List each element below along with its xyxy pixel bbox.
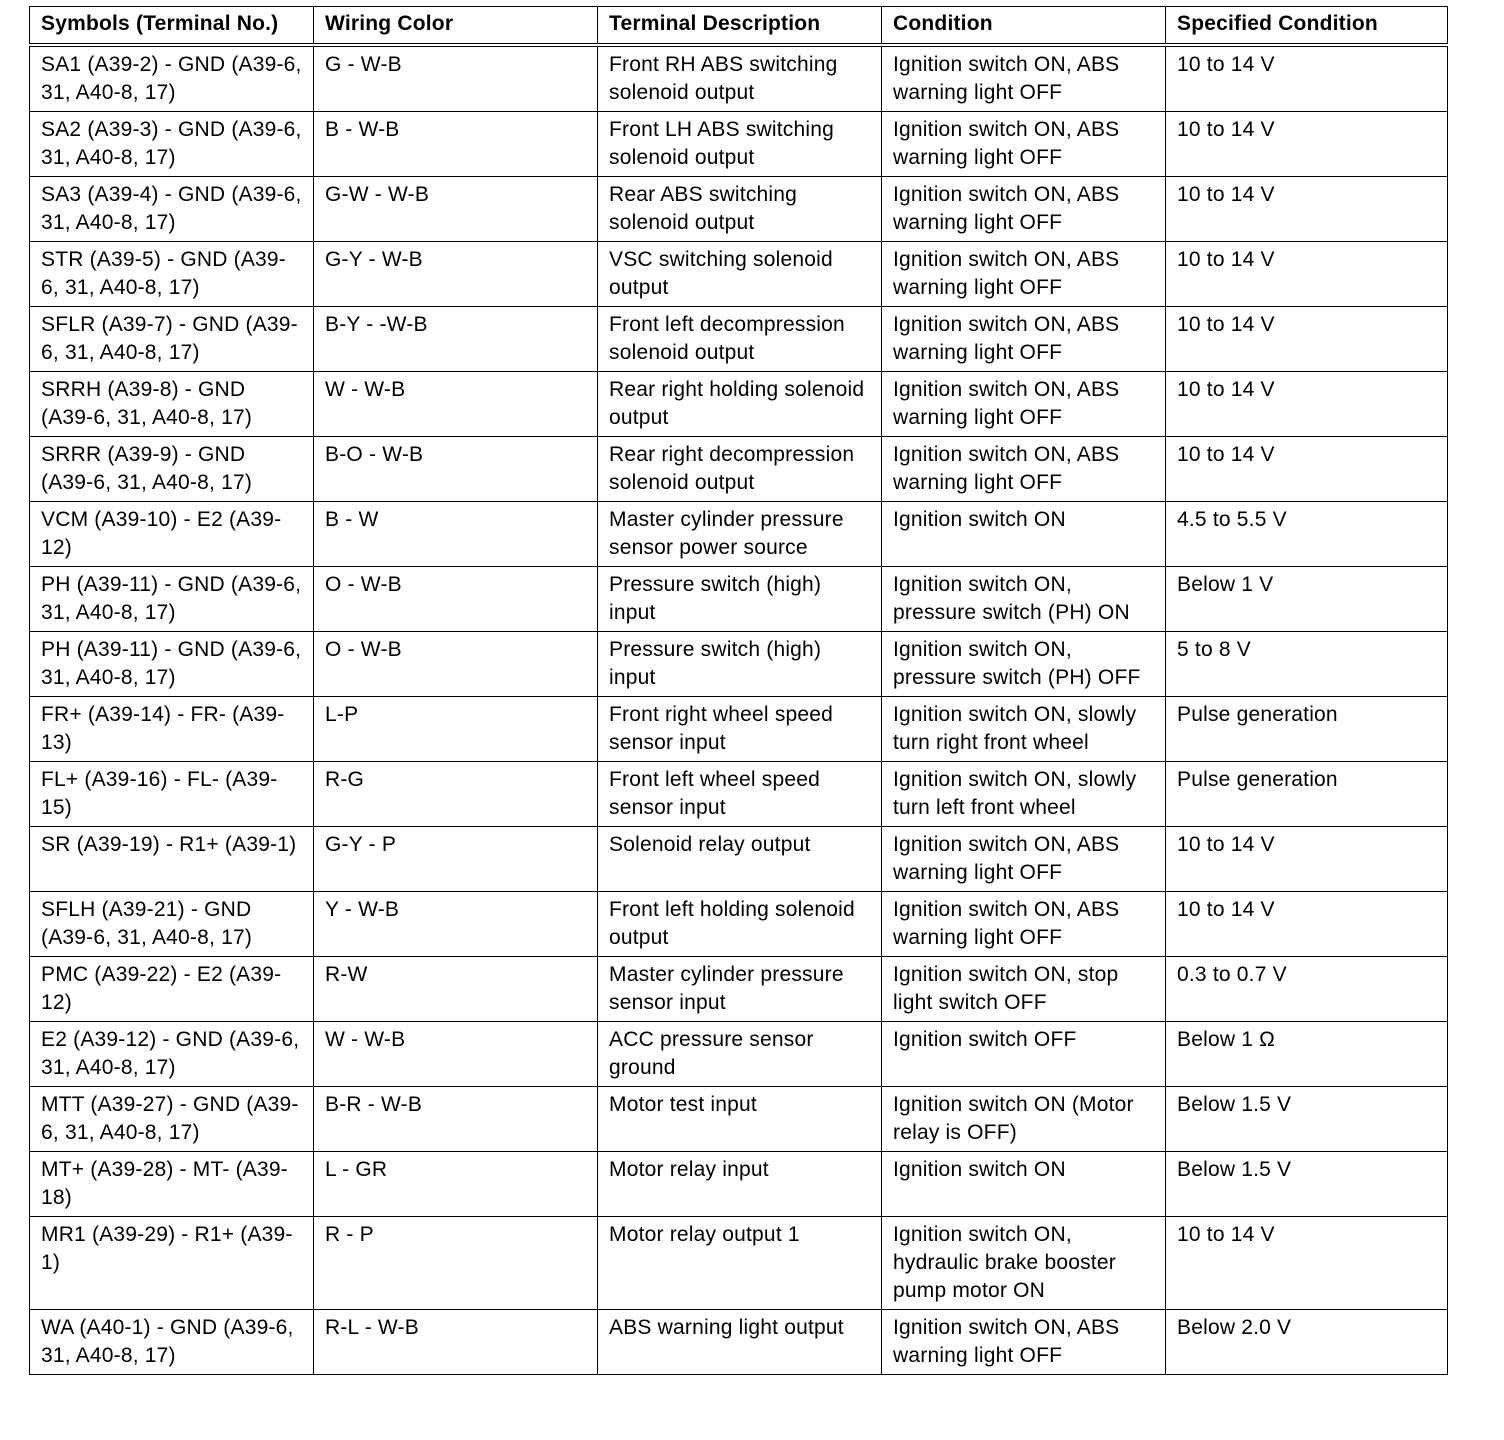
- cell-specified-condition: 10 to 14 V: [1166, 45, 1448, 112]
- cell-wiring-color: B-Y - -W-B: [314, 307, 598, 372]
- cell-condition: Ignition switch ON, ABS warning light OFF: [882, 1310, 1166, 1375]
- cell-terminal-description: Front left decompression solenoid output: [598, 307, 882, 372]
- cell-terminal-description: Rear right holding solenoid output: [598, 372, 882, 437]
- cell-terminal-description: Front right wheel speed sensor input: [598, 697, 882, 762]
- cell-specified-condition: 10 to 14 V: [1166, 372, 1448, 437]
- cell-symbols: SA2 (A39-3) - GND (A39-6, 31, A40-8, 17): [30, 112, 314, 177]
- table-row: [30, 112, 1448, 177]
- cell-specified-condition: Pulse generation: [1166, 697, 1448, 762]
- cell-specified-condition: Below 1 Ω: [1166, 1022, 1448, 1087]
- header-specified-condition: Specified Condition: [1166, 7, 1448, 46]
- cell-terminal-description: ACC pressure sensor ground: [598, 1022, 882, 1087]
- cell-terminal-description: Front RH ABS switching solenoid output: [598, 45, 882, 112]
- table-row: [30, 957, 1448, 1022]
- cell-condition: Ignition switch ON, ABS warning light OFF: [882, 242, 1166, 307]
- cell-terminal-description: Motor relay input: [598, 1152, 882, 1217]
- cell-condition: Ignition switch ON, ABS warning light OFF: [882, 112, 1166, 177]
- cell-condition: Ignition switch ON (Motor relay is OFF): [882, 1087, 1166, 1152]
- cell-symbols: SFLH (A39-21) - GND (A39-6, 31, A40-8, 17): [30, 892, 314, 957]
- cell-wiring-color: B-R - W-B: [314, 1087, 598, 1152]
- table-row: [30, 45, 1448, 112]
- cell-wiring-color: R-W: [314, 957, 598, 1022]
- cell-specified-condition: 0.3 to 0.7 V: [1166, 957, 1448, 1022]
- table-row: [30, 177, 1448, 242]
- cell-wiring-color: R - P: [314, 1217, 598, 1310]
- table-row: [30, 892, 1448, 957]
- cell-specified-condition: Below 1 V: [1166, 567, 1448, 632]
- cell-wiring-color: B - W: [314, 502, 598, 567]
- cell-specified-condition: Pulse generation: [1166, 762, 1448, 827]
- cell-condition: Ignition switch ON, ABS warning light OFF: [882, 45, 1166, 112]
- cell-symbols: WA (A40-1) - GND (A39-6, 31, A40-8, 17): [30, 1310, 314, 1375]
- table-row: [30, 1152, 1448, 1217]
- cell-terminal-description: Pressure switch (high) input: [598, 632, 882, 697]
- cell-condition: Ignition switch ON: [882, 502, 1166, 567]
- header-wiring-color: Wiring Color: [314, 7, 598, 46]
- cell-terminal-description: Solenoid relay output: [598, 827, 882, 892]
- table-row: [30, 1217, 1448, 1310]
- cell-symbols: E2 (A39-12) - GND (A39-6, 31, A40-8, 17): [30, 1022, 314, 1087]
- cell-specified-condition: 10 to 14 V: [1166, 177, 1448, 242]
- cell-wiring-color: R-L - W-B: [314, 1310, 598, 1375]
- cell-condition: Ignition switch ON, stop light switch OFF: [882, 957, 1166, 1022]
- cell-wiring-color: L - GR: [314, 1152, 598, 1217]
- table-row: [30, 1087, 1448, 1152]
- cell-wiring-color: G-Y - P: [314, 827, 598, 892]
- table-row: [30, 567, 1448, 632]
- terminal-inspection-table: [29, 6, 1448, 1375]
- cell-condition: Ignition switch ON, slowly turn right front wheel: [882, 697, 1166, 762]
- cell-symbols: MR1 (A39-29) - R1+ (A39-1): [30, 1217, 314, 1310]
- cell-symbols: PH (A39-11) - GND (A39-6, 31, A40-8, 17): [30, 632, 314, 697]
- table-row: [30, 827, 1448, 892]
- table-header-row: [30, 7, 1448, 46]
- cell-specified-condition: Below 1.5 V: [1166, 1087, 1448, 1152]
- cell-wiring-color: G - W-B: [314, 45, 598, 112]
- cell-specified-condition: 4.5 to 5.5 V: [1166, 502, 1448, 567]
- cell-wiring-color: B - W-B: [314, 112, 598, 177]
- cell-wiring-color: G-W - W-B: [314, 177, 598, 242]
- cell-specified-condition: 10 to 14 V: [1166, 892, 1448, 957]
- cell-condition: Ignition switch ON, ABS warning light OFF: [882, 892, 1166, 957]
- terminal-inspection-table-container: [29, 6, 1447, 1375]
- table-row: [30, 697, 1448, 762]
- cell-condition: Ignition switch ON, ABS warning light OFF: [882, 177, 1166, 242]
- table-row: [30, 762, 1448, 827]
- cell-specified-condition: 10 to 14 V: [1166, 1217, 1448, 1310]
- cell-terminal-description: Pressure switch (high) input: [598, 567, 882, 632]
- table-row: [30, 502, 1448, 567]
- cell-wiring-color: L-P: [314, 697, 598, 762]
- header-condition: Condition: [882, 7, 1166, 46]
- cell-symbols: FR+ (A39-14) - FR- (A39-13): [30, 697, 314, 762]
- header-terminal-description: Terminal Description: [598, 7, 882, 46]
- cell-condition: Ignition switch ON, ABS warning light OFF: [882, 307, 1166, 372]
- cell-condition: Ignition switch ON, pressure switch (PH) ON: [882, 567, 1166, 632]
- cell-wiring-color: R-G: [314, 762, 598, 827]
- cell-condition: Ignition switch ON, ABS warning light OFF: [882, 372, 1166, 437]
- cell-condition: Ignition switch ON, ABS warning light OFF: [882, 437, 1166, 502]
- cell-condition: Ignition switch OFF: [882, 1022, 1166, 1087]
- cell-symbols: SRRR (A39-9) - GND (A39-6, 31, A40-8, 17): [30, 437, 314, 502]
- cell-symbols: FL+ (A39-16) - FL- (A39-15): [30, 762, 314, 827]
- cell-terminal-description: Rear ABS switching solenoid output: [598, 177, 882, 242]
- cell-wiring-color: G-Y - W-B: [314, 242, 598, 307]
- cell-wiring-color: W - W-B: [314, 1022, 598, 1087]
- cell-specified-condition: 10 to 14 V: [1166, 827, 1448, 892]
- cell-specified-condition: Below 2.0 V: [1166, 1310, 1448, 1375]
- table-row: [30, 372, 1448, 437]
- cell-wiring-color: B-O - W-B: [314, 437, 598, 502]
- cell-terminal-description: Motor relay output 1: [598, 1217, 882, 1310]
- table-row: [30, 1022, 1448, 1087]
- cell-wiring-color: O - W-B: [314, 567, 598, 632]
- cell-terminal-description: Master cylinder pressure sensor input: [598, 957, 882, 1022]
- table-row: [30, 307, 1448, 372]
- cell-terminal-description: ABS warning light output: [598, 1310, 882, 1375]
- cell-condition: Ignition switch ON, hydraulic brake booster pump motor ON: [882, 1217, 1166, 1310]
- cell-symbols: MTT (A39-27) - GND (A39-6, 31, A40-8, 17): [30, 1087, 314, 1152]
- cell-symbols: STR (A39-5) - GND (A39-6, 31, A40-8, 17): [30, 242, 314, 307]
- cell-specified-condition: 10 to 14 V: [1166, 307, 1448, 372]
- table-row: [30, 437, 1448, 502]
- cell-wiring-color: O - W-B: [314, 632, 598, 697]
- cell-terminal-description: Master cylinder pressure sensor power source: [598, 502, 882, 567]
- cell-symbols: SFLR (A39-7) - GND (A39-6, 31, A40-8, 17): [30, 307, 314, 372]
- cell-symbols: SR (A39-19) - R1+ (A39-1): [30, 827, 314, 892]
- cell-symbols: SRRH (A39-8) - GND (A39-6, 31, A40-8, 17): [30, 372, 314, 437]
- header-symbols: Symbols (Terminal No.): [30, 7, 314, 46]
- cell-specified-condition: 5 to 8 V: [1166, 632, 1448, 697]
- table-row: [30, 242, 1448, 307]
- cell-condition: Ignition switch ON, slowly turn left front wheel: [882, 762, 1166, 827]
- cell-specified-condition: Below 1.5 V: [1166, 1152, 1448, 1217]
- cell-terminal-description: Front left wheel speed sensor input: [598, 762, 882, 827]
- cell-symbols: SA1 (A39-2) - GND (A39-6, 31, A40-8, 17): [30, 45, 314, 112]
- cell-specified-condition: 10 to 14 V: [1166, 242, 1448, 307]
- table-row: [30, 1310, 1448, 1375]
- cell-symbols: PMC (A39-22) - E2 (A39-12): [30, 957, 314, 1022]
- cell-specified-condition: 10 to 14 V: [1166, 112, 1448, 177]
- cell-wiring-color: W - W-B: [314, 372, 598, 437]
- cell-condition: Ignition switch ON, ABS warning light OFF: [882, 827, 1166, 892]
- cell-wiring-color: Y - W-B: [314, 892, 598, 957]
- table-row: [30, 632, 1448, 697]
- cell-condition: Ignition switch ON, pressure switch (PH) OFF: [882, 632, 1166, 697]
- cell-condition: Ignition switch ON: [882, 1152, 1166, 1217]
- cell-terminal-description: VSC switching solenoid output: [598, 242, 882, 307]
- cell-terminal-description: Front LH ABS switching solenoid output: [598, 112, 882, 177]
- cell-terminal-description: Motor test input: [598, 1087, 882, 1152]
- cell-symbols: VCM (A39-10) - E2 (A39-12): [30, 502, 314, 567]
- cell-symbols: PH (A39-11) - GND (A39-6, 31, A40-8, 17): [30, 567, 314, 632]
- cell-specified-condition: 10 to 14 V: [1166, 437, 1448, 502]
- cell-symbols: SA3 (A39-4) - GND (A39-6, 31, A40-8, 17): [30, 177, 314, 242]
- cell-terminal-description: Front left holding solenoid output: [598, 892, 882, 957]
- cell-symbols: MT+ (A39-28) - MT- (A39-18): [30, 1152, 314, 1217]
- cell-terminal-description: Rear right decompression solenoid output: [598, 437, 882, 502]
